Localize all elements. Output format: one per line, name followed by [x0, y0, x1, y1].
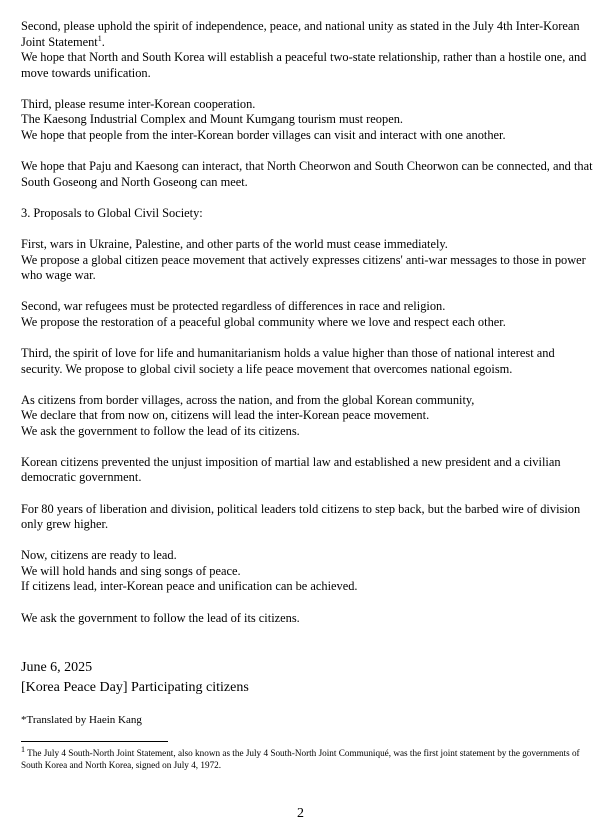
paragraph: [21, 237, 593, 284]
text-line: Second, war refugees must be protected regardless of differences in race and religion.: [21, 299, 446, 314]
text-line: We propose the restoration of a peaceful global community where we love and respect each other.: [21, 314, 506, 329]
text-line: We hope that North and South Korea will establish a peaceful two-state relationship, rather than a hostile one, and move towards unification.: [21, 50, 587, 80]
text-line: The Kaesong Industrial Complex and Mount Kumgang tourism must reopen.: [21, 112, 403, 127]
paragraph: [21, 159, 593, 190]
paragraph: [21, 346, 593, 377]
text-line: We ask the government to follow the lead of its citizens.: [21, 610, 300, 625]
footnote-divider: [21, 741, 168, 742]
text-line: We propose a global citizen peace movement that actively expresses citizens' anti-war messages to those in power who wage war.: [21, 252, 586, 283]
footnote-marker: 1: [21, 744, 25, 754]
paragraph: [21, 393, 593, 440]
footnote-text: The July 4 South-North Joint Statement, also known as the July 4 South-North Joint Communiqué, was the first joint statement by the governments of South Korea and North Korea, signed on July 4, 1972.: [21, 748, 580, 770]
text-line: We hope that people from the inter-Korean border villages can visit and interact with one another.: [21, 128, 506, 143]
paragraph: [21, 455, 593, 486]
translator-note: *Translated by Haein Kang: [21, 714, 142, 726]
text-line: We hope that Paju and Kaesong can interact, that North Cheorwon and South Cheorwon can be connected, and that South Goseong and North Goseong can meet.: [21, 159, 593, 189]
footnote-reference: 1: [97, 33, 102, 43]
paragraph: [21, 502, 593, 533]
text-line: We will hold hands and sing songs of peace.: [21, 563, 241, 578]
text-line: Third, please resume inter-Korean cooperation.: [21, 96, 256, 111]
date: June 6, 2025: [21, 660, 93, 675]
text-line: Korean citizens prevented the unjust imposition of martial law and established a new president and a civilian democratic government.: [21, 454, 561, 485]
paragraph: [21, 299, 593, 330]
section-heading: [21, 206, 593, 222]
footnote: [21, 744, 591, 771]
text-line: Now, citizens are ready to lead.: [21, 548, 177, 563]
signature-block: [21, 658, 581, 697]
text-line: First, wars in Ukraine, Palestine, and other parts of the world must cease immediately.: [21, 236, 448, 251]
text-line: We ask the government to follow the lead of its citizens.: [21, 423, 300, 438]
paragraph: [21, 19, 593, 81]
text-line: We declare that from now on, citizens will lead the inter-Korean peace movement.: [21, 408, 430, 423]
text-line: Second, please uphold the spirit of independence, peace, and national unity as stated in the July 4th Inter-Korean Joint Statement$^1$.: [21, 19, 580, 49]
paragraph: [21, 548, 593, 595]
text-line: If citizens lead, inter-Korean peace and unification can be achieved.: [21, 579, 358, 594]
document-body: [21, 19, 593, 642]
signatory: [Korea Peace Day] Participating citizens: [21, 679, 249, 695]
paragraph: [21, 97, 593, 144]
paragraph: [21, 611, 593, 627]
text-line: 3. Proposals to Global Civil Society:: [21, 205, 203, 220]
text-line: Third, the spirit of love for life and humanitarianism holds a value higher than those of national interest and security. We propose to global civil society a life peace movement that overcomes national egoism.: [21, 345, 555, 376]
page-number: 2: [297, 806, 304, 821]
text-line: As citizens from border villages, across the nation, and from the global Korean community,: [21, 392, 475, 407]
text-line: For 80 years of liberation and division, political leaders told citizens to step back, but the barbed wire of division only grew higher.: [21, 501, 581, 532]
